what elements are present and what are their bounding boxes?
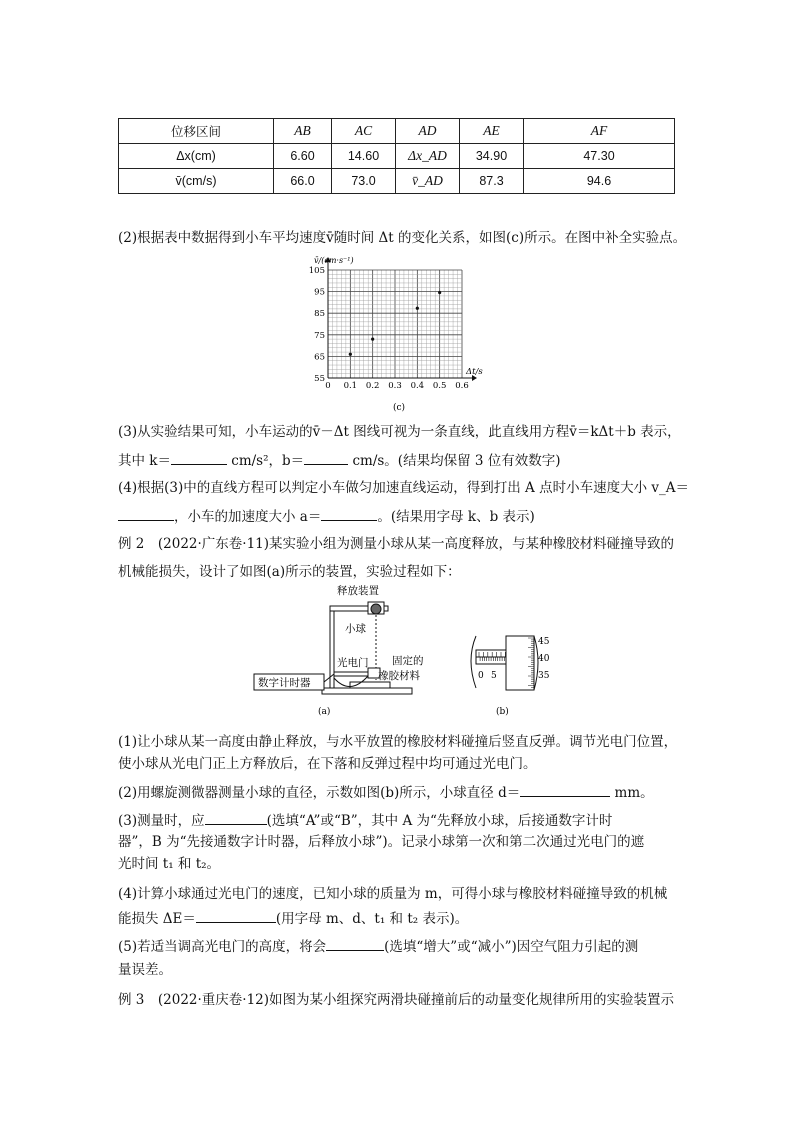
mic-label-5: 5 [491, 671, 497, 681]
x-tick-label: 0.4 [410, 381, 425, 391]
table-cell: v̄_AD [396, 169, 460, 194]
q4-text-a: ，小车的加速度大小 a＝ [174, 509, 322, 525]
label-rubber: 橡胶材料 [378, 670, 420, 682]
table-cell: Δx(cm) [119, 144, 274, 169]
part1-line1: (1)让小球从某一高度由静止释放，与水平放置的橡胶材料碰撞后竖直反弹。调节光电门位置， [118, 734, 678, 750]
data-point [349, 353, 352, 356]
table-cell: 87.3 [460, 169, 524, 194]
part4-line1: (4)计算小球通过光电门的速度，已知小球的质量为 m，可得小球与橡胶材料碰撞导致的机械 [118, 886, 668, 902]
answer-blank-a[interactable] [321, 506, 377, 521]
example-2-line2: 机械能损失，设计了如图(a)所示的装置，实验过程如下： [118, 564, 461, 580]
table-cell: AD [396, 119, 460, 144]
label-release: 释放装置 [337, 585, 379, 597]
part3-line3: 光时间 t₁ 和 t₂。 [118, 856, 221, 872]
p5-text-b: (选填“增大”或“减小”)因空气阻力引起的测 [384, 939, 639, 955]
p3-text-a: (3)测量时，应 [118, 813, 205, 829]
table-cell: Δx_AD [396, 144, 460, 169]
x-tick-label: 0 [325, 381, 331, 391]
x-tick-label: 0.2 [365, 381, 380, 391]
answer-blank-error[interactable] [326, 936, 384, 951]
example-3-line1: 例 3 (2022·重庆卷·12)如图为某小组探究两滑块碰撞前后的动量变化规律所用的实验装置示 [118, 992, 675, 1008]
p3-text-b: (选填“A”或“B”，其中 A 为“先释放小球，后接通数字计时 [266, 813, 613, 829]
y-tick-label: 65 [314, 352, 325, 363]
label-timer: 数字计时器 [258, 677, 311, 689]
table-cell: 73.0 [332, 169, 396, 194]
x-tick-label: 0.5 [432, 381, 447, 391]
data-point [416, 307, 419, 310]
table-cell: AB [274, 119, 332, 144]
table-cell: 47.30 [524, 144, 675, 169]
q4-text-b: 。(结果用字母 k、b 表示) [377, 509, 535, 525]
q3-text-a: 其中 k＝ [118, 453, 171, 469]
p5-text-a: (5)若适当调高光电门的高度，将会 [118, 939, 327, 955]
ball-icon [371, 604, 381, 614]
question-2: (2)根据表中数据得到小车平均速度v̄随时间 Δt 的变化关系，如图(c)所示。在图中补全实验点。 [118, 230, 687, 246]
part4-line2 [118, 908, 683, 929]
y-tick-label: 105 [308, 266, 325, 276]
table-cell: v̄(cm/s) [119, 169, 274, 194]
part1-line2: 使小球从光电门正上方释放后，在下落和反弹过程中均可通过光电门。 [118, 756, 537, 772]
table-cell: 66.0 [274, 169, 332, 194]
table-cell: 14.60 [332, 144, 396, 169]
part2-line [118, 782, 683, 803]
table-cell: AE [460, 119, 524, 144]
table-cell: 6.60 [274, 144, 332, 169]
p4-text-a: 能损失 ΔE＝ [118, 911, 196, 927]
caption-b: (b) [496, 707, 509, 717]
mic-label-40: 40 [538, 654, 550, 664]
x-tick-label: 0.1 [343, 381, 358, 391]
caption-a: (a) [318, 707, 331, 717]
chart-ticks [309, 266, 469, 391]
label-ball: 小球 [345, 623, 366, 635]
question-3-line2 [118, 450, 683, 471]
chart-caption: (c) [392, 403, 406, 413]
y-tick-label: 85 [314, 309, 325, 320]
velocity-time-chart [290, 252, 500, 414]
x-tick-label: 0.6 [455, 381, 469, 391]
answer-blank-energy[interactable] [196, 908, 276, 923]
mic-label-45: 45 [538, 637, 550, 647]
table-row [119, 169, 675, 194]
q3-text-c: cm/s。(结果均保留 3 位有效数字) [348, 453, 561, 469]
table-row [119, 119, 675, 144]
part5-line1 [118, 936, 683, 957]
question-3-line1: (3)从实验结果可知，小车运动的v̄－Δt 图线可视为一条直线，此直线用方程v̄＝kΔt＋b 表示， [118, 424, 681, 440]
label-fixed: 固定的 [392, 655, 424, 667]
y-tick-label: 75 [314, 330, 325, 341]
data-table [118, 118, 675, 194]
answer-blank-b[interactable] [304, 450, 348, 465]
part5-line2: 量误差。 [118, 962, 172, 978]
mic-label-35: 35 [538, 671, 550, 681]
example-2-line1: 例 2 (2022·广东卷·11)某实验小组为测量小球从某一高度释放，与某种橡胶材料碰撞导致的 [118, 536, 675, 552]
question-4-line2 [118, 506, 683, 527]
micrometer-figure [458, 626, 558, 718]
y-axis-label: v̄/(cm·s⁻¹) [314, 256, 354, 265]
table-cell: AF [524, 119, 675, 144]
table-cell: 位移区间 [119, 119, 274, 144]
p2-text-a: (2)用螺旋测微器测量小球的直径，示数如图(b)所示，小球直径 d＝ [118, 785, 521, 801]
label-gate: 光电门 [337, 657, 369, 669]
part3-line1 [118, 810, 683, 831]
y-tick-label: 95 [314, 287, 325, 298]
table-cell: AC [332, 119, 396, 144]
p4-text-b: (用字母 m、d、t₁ 和 t₂ 表示)。 [275, 911, 469, 927]
answer-blank-k[interactable] [171, 450, 227, 465]
part3-line2: 器”，B 为“先接通数字计时器，后释放小球”)。记录小球第一次和第二次通过光电门的遮 [118, 834, 645, 850]
x-tick-label: 0.3 [388, 381, 402, 391]
chart-grid [328, 270, 462, 378]
data-point [438, 291, 441, 294]
answer-blank-va[interactable] [118, 506, 174, 521]
apparatus-figure [250, 584, 424, 718]
data-point [371, 338, 374, 341]
table-cell: 34.90 [460, 144, 524, 169]
table-row [119, 144, 675, 169]
q3-text-b: cm/s²，b＝ [226, 453, 305, 469]
question-4-line1: (4)根据(3)中的直线方程可以判定小车做匀加速直线运动，得到打出 A 点时小车速度大小 v_A＝ [118, 480, 689, 496]
chart-axes [325, 257, 477, 381]
answer-blank-d[interactable] [520, 782, 610, 797]
p2-text-b: mm。 [610, 785, 654, 801]
y-tick-label: 55 [314, 374, 325, 384]
table-cell: 94.6 [524, 169, 675, 194]
mic-label-0: 0 [478, 671, 484, 681]
answer-blank-order[interactable] [205, 810, 267, 825]
x-axis-label: Δt/s [466, 367, 483, 377]
